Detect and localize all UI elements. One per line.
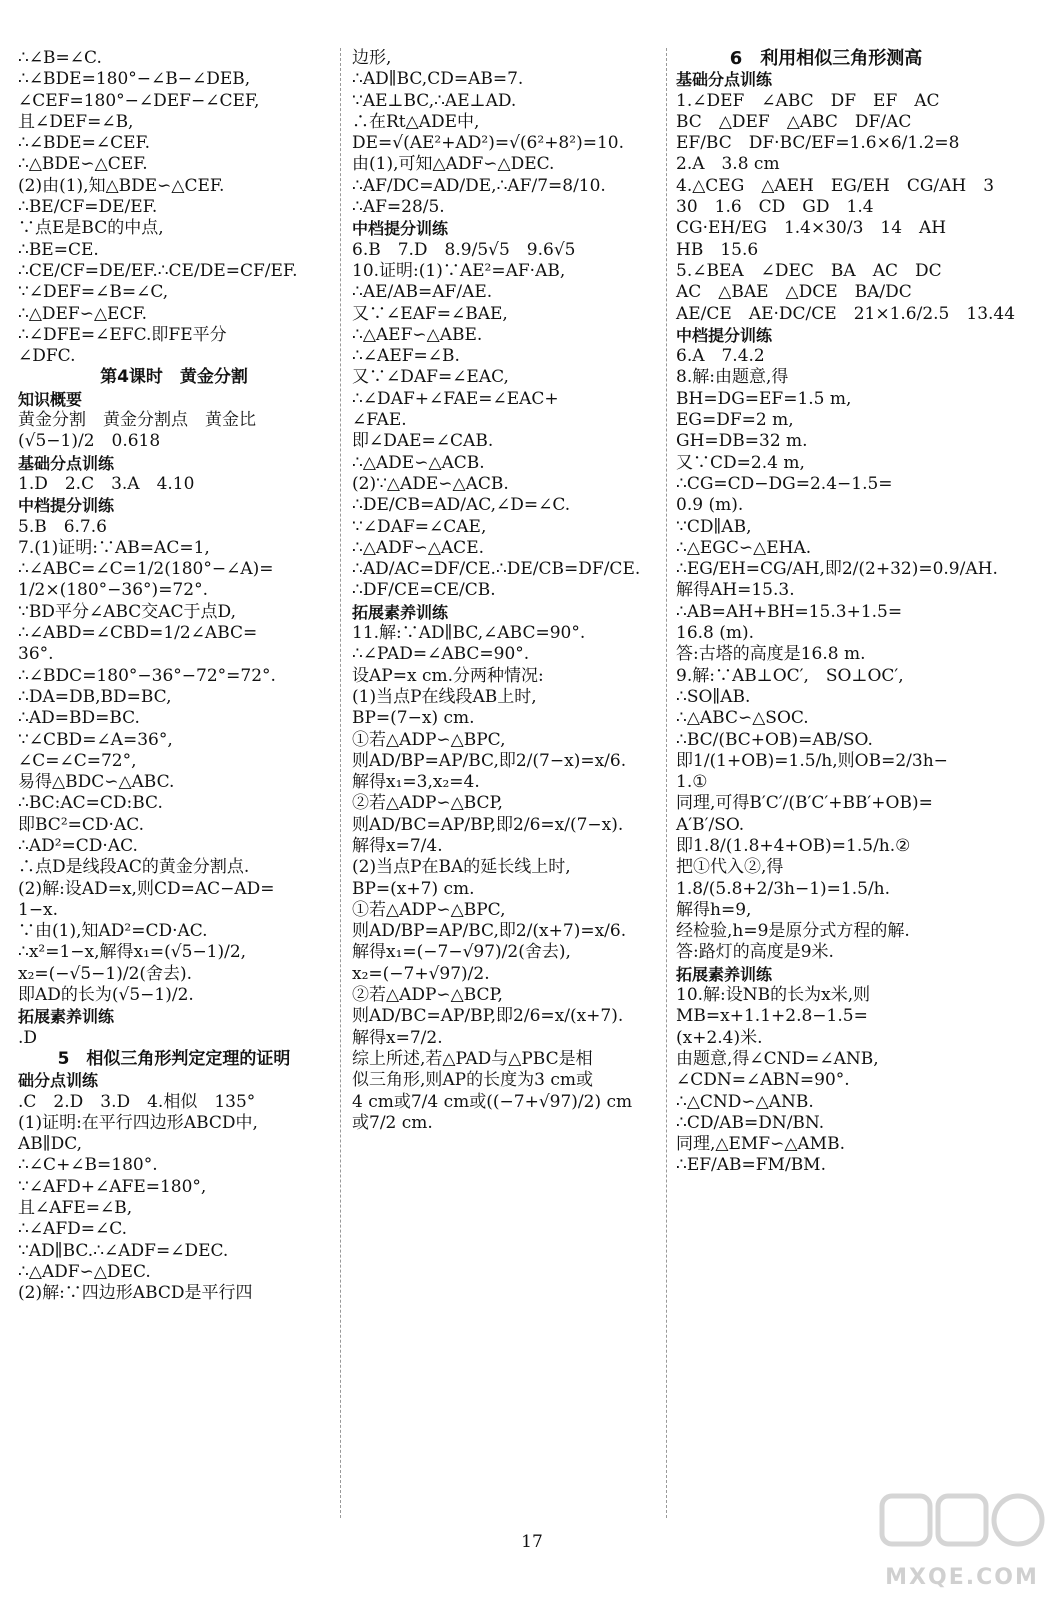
answer-line: 5.B 6.7.6	[18, 516, 107, 537]
answer-line: (2)由(1),知△BDE∽△CEF.	[18, 175, 225, 196]
answer-line: ∴BC:AC=CD:BC.	[18, 793, 163, 814]
answer-line: EG=DF=2 m,	[676, 410, 794, 431]
answer-line: 解得x₁=3,x₂=4.	[352, 772, 480, 793]
answer-line: 同理,可得B′C′/(B′C′+BB′+OB)=	[676, 793, 933, 814]
answer-line: ∴AD²=CD·AC.	[18, 835, 138, 856]
answer-line: ∴EG/EH=CG/AH,即2/(2+32)=0.9/AH.	[676, 559, 998, 580]
answer-line: ∵CD∥AB,	[676, 516, 752, 537]
answer-line: 解得h=9,	[676, 899, 752, 920]
answer-line: DE=√(AE²+AD²)=√(6²+8²)=10.	[352, 133, 624, 154]
answer-line: 11.解:∵AD∥BC,∠ABC=90°.	[352, 623, 586, 644]
answer-line: 即AD的长为(√5−1)/2.	[18, 985, 194, 1006]
answer-line: ∴AF=28/5.	[352, 197, 445, 218]
answer-line: 1−x.	[18, 899, 59, 920]
answer-line: 又∵CD=2.4 m,	[676, 452, 805, 473]
answer-line: ∠CEF=180°−∠DEF−∠CEF,	[18, 90, 260, 111]
watermark-logo	[872, 1490, 1052, 1590]
answer-line: 由题意,得∠CND=∠ANB,	[676, 1048, 879, 1069]
answer-line: 6.A 7.4.2	[676, 346, 765, 367]
answer-line: ∵∠DAF=∠CAE,	[352, 516, 487, 537]
answer-line: 且∠DEF=∠B,	[18, 111, 134, 132]
answer-line: ∴△DEF∽△ECF.	[18, 303, 148, 324]
answer-line: 设AP=x cm.分两种情况:	[352, 665, 544, 686]
answer-line: 即1/(1+OB)=1.5/h,则OB=2/3h−	[676, 750, 948, 771]
answer-line: (1)证明:在平行四边形ABCD中,	[18, 1112, 258, 1133]
answer-line: ∴x²=1−x,解得x₁=(√5−1)/2,	[18, 942, 247, 963]
answer-line: ∠FAE.	[352, 410, 407, 431]
answer-line: 似三角形,则AP的长度为3 cm或	[352, 1070, 593, 1091]
answer-line: 黄金分割 黄金分割点 黄金比	[18, 410, 256, 431]
answer-line: 5.∠BEA ∠DEC BA AC DC	[676, 260, 942, 281]
answer-line: 综上所述,若△PAD与△PBC是相	[352, 1048, 593, 1069]
answer-line: ∴∠DAF+∠FAE=∠EAC+	[352, 388, 559, 409]
answer-line: 答:路灯的高度是9米.	[676, 942, 834, 963]
answer-line: (2)解:∵四边形ABCD是平行四	[18, 1283, 253, 1304]
answer-line: ∴AD=BD=BC.	[18, 708, 140, 729]
answer-line: 边形,	[352, 48, 392, 68]
answer-line: ∠CDN=∠ABN=90°.	[676, 1070, 850, 1091]
section-heading: 拓展素养训练	[18, 1007, 115, 1027]
answer-line: 即BC²=CD·AC.	[18, 814, 144, 835]
answer-line: ∴DF/CE=CE/CB.	[352, 580, 496, 601]
answer-line: ∴△CND∽△ANB.	[676, 1091, 814, 1112]
answer-line: 且∠AFE=∠B,	[18, 1198, 133, 1219]
answer-line: ∴BC/(BC+OB)=AB/SO.	[676, 729, 873, 750]
answer-line: BH=DG=EF=1.5 m,	[676, 388, 852, 409]
answer-line: 解得x=7/2.	[352, 1027, 443, 1048]
answer-line: ∴∠C+∠B=180°.	[18, 1155, 158, 1176]
answer-line: ②若△ADP∽△BCP,	[352, 793, 503, 814]
answer-line: 则AD/BC=AP/BP,即2/6=x/(x+7).	[352, 1006, 624, 1027]
answer-line: 答:古塔的高度是16.8 m.	[676, 644, 866, 665]
answer-line: ∵由(1),知AD²=CD·AC.	[18, 921, 208, 942]
section-heading: 础分点训练	[18, 1071, 99, 1091]
watermark-text: MXQE.COM	[885, 1565, 1039, 1590]
section-heading: 中档提分训练	[352, 219, 449, 239]
answer-line: 9.解:∵AB⊥OC′, SO⊥OC′,	[676, 665, 904, 686]
answer-line: AB∥DC,	[18, 1134, 83, 1155]
answer-line: 又∵∠EAF=∠BAE,	[352, 303, 508, 324]
answer-line: 同理,△EMF∽△AMB.	[676, 1134, 845, 1155]
answer-line: ∠C=∠C=72°,	[18, 750, 137, 771]
answer-line: ∴∠DFE=∠EFC.即FE平分	[18, 324, 227, 345]
answer-line: ∴∠B=∠C.	[18, 48, 102, 68]
answer-line: ∴BE/CF=DE/EF.	[18, 197, 158, 218]
answer-line: ∴∠ABD=∠CBD=1/2∠ABC=	[18, 623, 258, 644]
answer-line: ∴△ADF∽△ACE.	[352, 537, 485, 558]
answer-line: 36°.	[18, 644, 54, 665]
answer-line: .D	[18, 1027, 38, 1048]
answer-line: ∴△AEF∽△ABE.	[352, 324, 483, 345]
answer-line: BP=(7−x) cm.	[352, 708, 475, 729]
answer-line: ∴BE=CE.	[18, 239, 99, 260]
answer-line: (2)当点P在BA的延长线上时,	[352, 857, 571, 878]
answer-line: HB 15.6	[676, 239, 759, 260]
answer-line: x₂=(−√5−1)/2(舍去).	[18, 963, 193, 984]
answer-line: ∴△ADF∽△DEC.	[18, 1261, 151, 1282]
answer-line: ∴SO∥AB.	[676, 686, 751, 707]
answer-line: ∴CE/CF=DE/EF.∴CE/DE=CF/EF.	[18, 260, 298, 281]
answer-line: ∵点E是BC的中点,	[18, 218, 164, 239]
answer-line: 4.△CEG △AEH EG/EH CG/AH 3	[676, 175, 995, 196]
answer-line: ∴AD/AC=DF/CE.∴DE/CB=DF/CE.	[352, 559, 641, 580]
answer-line: .C 2.D 3.D 4.相似 135°	[18, 1091, 256, 1112]
answer-line: BP=(x+7) cm.	[352, 878, 475, 899]
answer-line: ∴AB=AH+BH=15.3+1.5=	[676, 601, 903, 622]
answer-line: AE/CE AE·DC/CE 21×1.6/2.5 13.44	[676, 303, 1016, 324]
answer-line: ∴DA=DB,BD=BC,	[18, 686, 172, 707]
answer-line: ∵AE⊥BC,∴AE⊥AD.	[352, 90, 517, 111]
answer-line: ∴△BDE∽△CEF.	[18, 154, 148, 175]
answer-line: (1)当点P在线段AB上时,	[352, 686, 537, 707]
answer-line: 又∵∠DAF=∠EAC,	[352, 367, 509, 388]
answer-line: 即∠DAE=∠CAB.	[352, 431, 494, 452]
answer-line: 或7/2 cm.	[352, 1112, 433, 1133]
answer-line: 则AD/BP=AP/BC,即2/(7−x)=x/6.	[352, 750, 627, 771]
answer-line: 则AD/BC=AP/BP,即2/6=x/(7−x).	[352, 814, 624, 835]
answer-line: 把①代入②,得	[676, 857, 784, 878]
answer-line: 1.①	[676, 772, 708, 793]
answer-line: 1.D 2.C 3.A 4.10	[18, 473, 195, 494]
section-heading: 基础分点训练	[676, 70, 773, 90]
section-heading: 6 利用相似三角形测高	[729, 48, 923, 69]
answer-line: ∴∠PAD=∠ABC=90°.	[352, 644, 530, 665]
answer-line: ∴CG=CD−DG=2.4−1.5=	[676, 473, 893, 494]
answer-logo-icon	[872, 1490, 1052, 1560]
section-heading: 第4课时 黄金分割	[100, 367, 248, 388]
answer-line: A′B′/SO.	[676, 814, 745, 835]
answer-line: 16.8 (m).	[676, 623, 755, 644]
answer-line: ∴AE/AB=AF/AE.	[352, 282, 493, 303]
answer-line: 则AD/BP=AP/BC,即2/(x+7)=x/6.	[352, 921, 627, 942]
answer-line: 10.证明:(1)∵AE²=AF·AB,	[352, 260, 566, 281]
answer-line: ∴∠ABC=∠C=1/2(180°−∠A)=	[18, 559, 274, 580]
answer-line: ∵∠CBD=∠A=36°,	[18, 729, 173, 750]
answer-line: 1.∠DEF ∠ABC DF EF AC	[676, 90, 940, 111]
answer-line: 6.B 7.D 8.9/5√5 9.6√5	[352, 239, 576, 260]
answer-line: 8.解:由题意,得	[676, 367, 789, 388]
answer-line: 易得△BDC∽△ABC.	[18, 772, 175, 793]
answer-line: 由(1),可知△ADF∽△DEC.	[352, 154, 555, 175]
answer-line: ∴∠BDC=180°−36°−72°=72°.	[18, 665, 276, 686]
answer-line: BC △DEF △ABC DF/AC	[676, 111, 912, 132]
answer-line: ∴EF/AB=FM/BM.	[676, 1155, 826, 1176]
section-heading: 基础分点训练	[18, 453, 115, 473]
section-heading: 拓展素养训练	[676, 964, 773, 984]
answer-line: 7.(1)证明:∵AB=AC=1,	[18, 537, 210, 558]
answer-line: ∴DE/CB=AD/AC,∠D=∠C.	[352, 495, 571, 516]
answer-line: ∵AD∥BC.∴∠ADF=∠DEC.	[18, 1240, 229, 1261]
answer-line: CG·EH/EG 1.4×30/3 14 AH	[676, 218, 947, 239]
answer-line: ①若△ADP∽△BPC,	[352, 899, 506, 920]
answer-line: ∴∠BDE=∠CEF.	[18, 133, 151, 154]
section-heading: 中档提分训练	[676, 325, 773, 345]
section-heading: 中档提分训练	[18, 496, 115, 516]
page-number: 17	[521, 1532, 543, 1552]
answer-column-1	[18, 48, 330, 1305]
answer-line: ∴∠BDE=180°−∠B−∠DEB,	[18, 69, 251, 90]
answer-line: 即1.8/(1.8+4+OB)=1.5/h.②	[676, 835, 911, 856]
answer-line: 解得x₁=(−7−√97)/2(舍去),	[352, 942, 571, 963]
section-heading: 5 相似三角形判定定理的证明	[57, 1048, 291, 1069]
answer-line: ②若△ADP∽△BCP,	[352, 985, 503, 1006]
answer-line: ①若△ADP∽△BPC,	[352, 729, 506, 750]
answer-line: (x+2.4)米.	[676, 1027, 763, 1048]
answer-line: 30 1.6 CD GD 1.4	[676, 197, 874, 218]
answer-line: ∴∠AEF=∠B.	[352, 346, 460, 367]
answer-column-3	[676, 48, 1016, 1177]
answer-line: 1.8/(5.8+2/3h−1)=1.5/h.	[676, 878, 891, 899]
answer-line: 解得AH=15.3.	[676, 580, 795, 601]
answer-line: (√5−1)/2 0.618	[18, 431, 161, 452]
section-heading: 知识概要	[18, 389, 83, 409]
answer-line: 0.9 (m).	[676, 495, 744, 516]
answer-line: ∴△EGC∽△EHA.	[676, 537, 812, 558]
answer-line: ∴在Rt△ADE中,	[352, 111, 480, 132]
answer-line: ∵BD平分∠ABC交AC于点D,	[18, 601, 236, 622]
answer-line: 4 cm或7/4 cm或((−7+√97)/2) cm	[352, 1091, 633, 1112]
answer-line: 2.A 3.8 cm	[676, 154, 780, 175]
answer-line: (2)∵△ADE∽△ACB.	[352, 473, 509, 494]
answer-line: ∴△ADE∽△ACB.	[352, 452, 485, 473]
answer-line: ∴AF/DC=AD/DE,∴AF/7=8/10.	[352, 175, 606, 196]
answer-line: (2)解:设AD=x,则CD=AC−AD=	[18, 878, 275, 899]
answer-line: ∵∠DEF=∠B=∠C,	[18, 282, 169, 303]
answer-line: ∴CD/AB=DN/BN.	[676, 1112, 825, 1133]
answer-line: ∠DFC.	[18, 346, 76, 367]
answer-line: ∴点D是线段AC的黄金分割点.	[18, 857, 250, 878]
answer-line: x₂=(−7+√97)/2.	[352, 963, 490, 984]
answer-line: ∵∠AFD+∠AFE=180°,	[18, 1176, 207, 1197]
answer-line: 经检验,h=9是原分式方程的解.	[676, 921, 910, 942]
answer-line: GH=DB=32 m.	[676, 431, 808, 452]
answer-line: AC △BAE △DCE BA/DC	[676, 282, 912, 303]
answer-line: ∴AD∥BC,CD=AB=7.	[352, 69, 524, 90]
answer-line: 1/2×(180°−36°)=72°.	[18, 580, 208, 601]
section-heading: 拓展素养训练	[352, 602, 449, 622]
answer-line: 10.解:设NB的长为x米,则	[676, 985, 871, 1006]
answer-line: MB=x+1.1+2.8−1.5=	[676, 1006, 868, 1027]
answer-line: ∴△ABC∽△SOC.	[676, 708, 809, 729]
answer-line: 解得x=7/4.	[352, 835, 443, 856]
answer-column-2	[352, 48, 670, 1134]
column-rule-left	[340, 48, 341, 1518]
answer-line: ∴∠AFD=∠C.	[18, 1219, 128, 1240]
answer-line: EF/BC DF·BC/EF=1.6×6/1.2=8	[676, 133, 960, 154]
